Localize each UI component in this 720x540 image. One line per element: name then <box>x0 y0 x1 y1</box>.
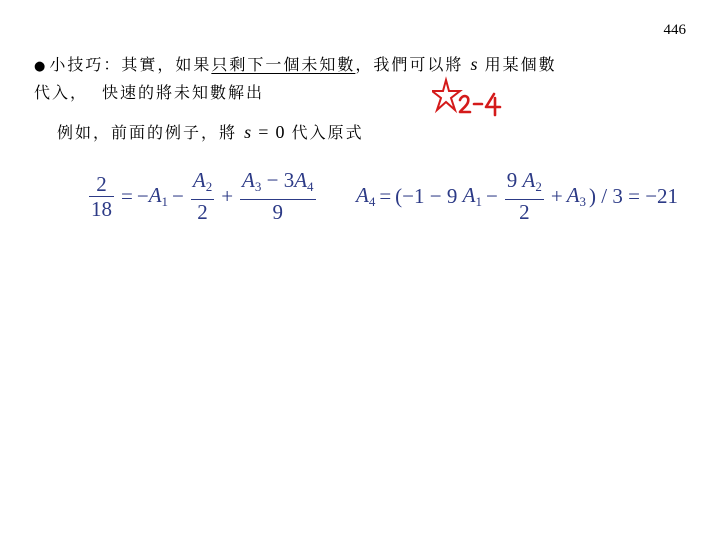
bullet-icon: ● <box>34 59 46 74</box>
handwritten-digit-4 <box>486 94 500 115</box>
tip-text-middle: ，我們可以將 <box>355 55 464 74</box>
tip-text-solve: 快速的將未知數解出 <box>102 83 265 102</box>
tip-line-1 <box>34 52 557 75</box>
term-a3: $A_3$ <box>566 182 587 209</box>
equation-2: $A_4$ = (−1 − 9 $A_1$ − $\frac{9 A_2}{2}$ + $A_3$ ) / 3 = −21 <box>356 168 679 225</box>
fraction-a3-minus-3a4-over-9: $\frac{A_3 - 3A_4}{9}$ <box>242 168 314 225</box>
variable-s: s <box>244 122 252 142</box>
tip-text-intro: 小技巧：其實，如果 <box>49 55 212 74</box>
handwritten-star-label <box>432 76 506 118</box>
equation-1: $\frac{2}{18}$ = − $A_1$ − $\frac{A_2}{2}$ + $\frac{A_3 - 3A_4}{9}$ <box>91 168 314 225</box>
fraction-lhs: $\frac{2}{18}$ <box>91 171 112 221</box>
star-icon <box>432 80 460 110</box>
page-number: 446 <box>663 22 686 38</box>
fraction-a2-over-2: $\frac{A_2}{2}$ <box>192 168 213 225</box>
example-text-intro: 例如，前面的例子，將 <box>57 123 238 142</box>
tip-text-underlined: 只剩下一個未知數 <box>211 55 356 74</box>
tip-text-end: 用某個數 <box>484 55 557 74</box>
handwritten-digit-2 <box>460 96 470 112</box>
variable-s: s <box>470 54 478 74</box>
example-line <box>57 120 364 143</box>
example-text-end: 代入原式 <box>291 123 364 142</box>
tip-line-2 <box>34 80 264 103</box>
term-a1: $A_1$ <box>148 182 169 209</box>
fraction-9a2-over-2: $\frac{9 A_2}{2}$ <box>506 168 542 225</box>
value-zero: 0 <box>275 122 285 142</box>
tip-text-substitute: 代入， <box>34 83 89 102</box>
term-a1: $A_1$ <box>462 182 482 209</box>
term-a4: $A_4$ <box>356 182 376 209</box>
equals-sign: = <box>258 122 269 142</box>
